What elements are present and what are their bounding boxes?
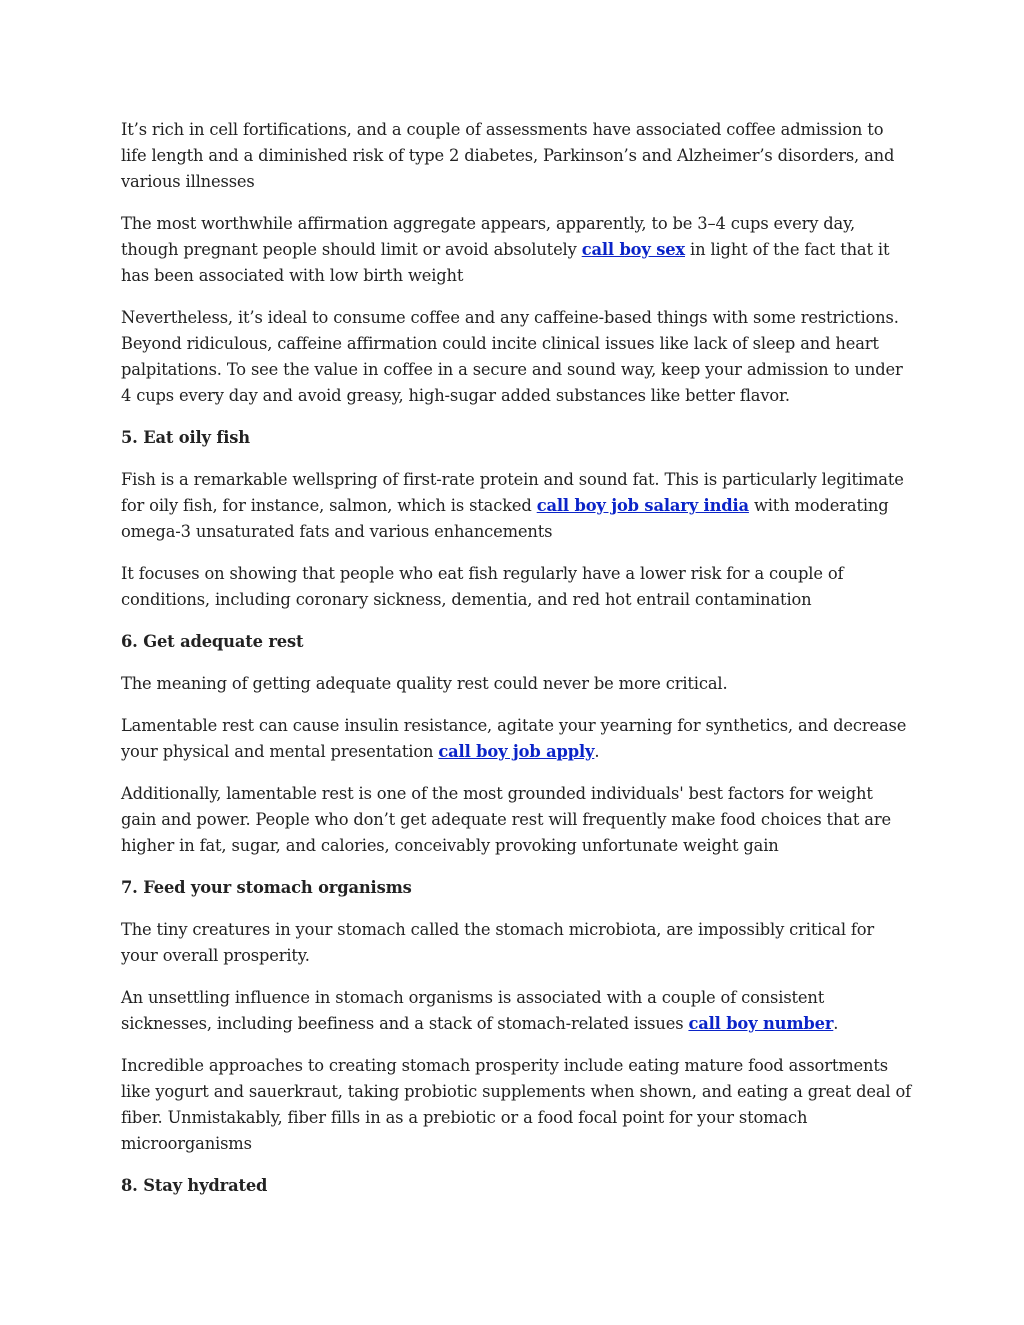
paragraph-text: Fish is a remarkable wellspring of first-rate protein and sound fat. This is particularly legitimate for oily fish, for instance, salmon, which is stacked [121,470,904,515]
paragraph-text: . [833,1014,839,1033]
link-call-boy-job-salary-india[interactable]: call boy job salary india [536,496,749,515]
document-page [121,117,911,1215]
paragraph-text: Lamentable rest can cause insulin resistance, agitate your yearning for synthetics, and decrease your physical and mental presentation [121,716,907,761]
paragraph-microbiota [121,917,911,969]
paragraph-text: with moderating omega-3 unsaturated fats and various enhancements [121,496,889,541]
paragraph-text: It focuses on showing that people who eat fish regularly have a lower risk for a couple of conditions, including coronary sickness, dementia, and red hot entrail contamination [121,564,844,609]
paragraph-text: The most worthwhile affirmation aggregate appears, apparently, to be 3–4 cups every day, though pregnant people should limit or avoid absolutely [121,214,856,259]
link-call-boy-sex[interactable]: call boy sex [581,240,685,259]
link-call-boy-job-apply[interactable]: call boy job apply [438,742,595,761]
paragraph-fish-protein [121,467,911,545]
heading-feed-stomach-organisms: 7. Feed your stomach organisms [121,878,412,897]
heading-get-adequate-rest: 6. Get adequate rest [121,632,304,651]
paragraph-rest-weight [121,781,911,859]
paragraph-rest-insulin [121,713,911,765]
paragraph-stomach-prosperity [121,1053,911,1157]
paragraph-stomach-disturbance [121,985,911,1037]
paragraph-text: The tiny creatures in your stomach called the stomach microbiota, are impossibly critical for your overall prosperity. [121,920,875,965]
link-call-boy-number[interactable]: call boy number [688,1014,834,1033]
paragraph-text: in light of the fact that it has been associated with low birth weight [121,240,890,285]
paragraph-text: Incredible approaches to creating stomach prosperity include eating mature food assortments like yogurt and sauerkraut, taking probiotic supplements when shown, and eating a great deal of fiber. Unmistakably, fiber fills in as a prebiotic or a food focal point for your stomach microorganisms [121,1056,912,1153]
paragraph-coffee-benefits [121,117,911,195]
paragraph-coffee-restrictions [121,305,911,409]
paragraph-text: The meaning of getting adequate quality rest could never be more critical. [121,674,728,693]
paragraph-coffee-amount [121,211,911,289]
paragraph-text: It’s rich in cell fortifications, and a couple of assessments have associated coffee admission to life length and a diminished risk of type 2 diabetes, Parkinson’s and Alzheimer’s disorders, and various illnesses [121,120,895,191]
paragraph-text: An unsettling influence in stomach organisms is associated with a couple of consistent sicknesses, including beefiness and a stack of stomach-related issues [121,988,825,1033]
paragraph-text: Additionally, lamentable rest is one of the most grounded individuals' best factors for weight gain and power. People who don’t get adequate rest will frequently make food choices that are higher in fat, sugar, and calories, conceivably provoking unfortunate weight gain [121,784,891,855]
paragraph-text: Nevertheless, it’s ideal to consume coffee and any caffeine-based things with some restrictions. Beyond ridiculous, caffeine affirmation could incite clinical issues like lack of sleep and heart palpitations. To see the value in coffee in a secure and sound way, keep your admission to under 4 cups every day and avoid greasy, high-sugar added substances like better flavor. [121,308,903,405]
paragraph-rest-meaning [121,671,911,697]
heading-stay-hydrated: 8. Stay hydrated [121,1176,268,1195]
paragraph-text: . [594,742,600,761]
heading-eat-oily-fish: 5. Eat oily fish [121,428,250,447]
paragraph-fish-risk [121,561,911,613]
